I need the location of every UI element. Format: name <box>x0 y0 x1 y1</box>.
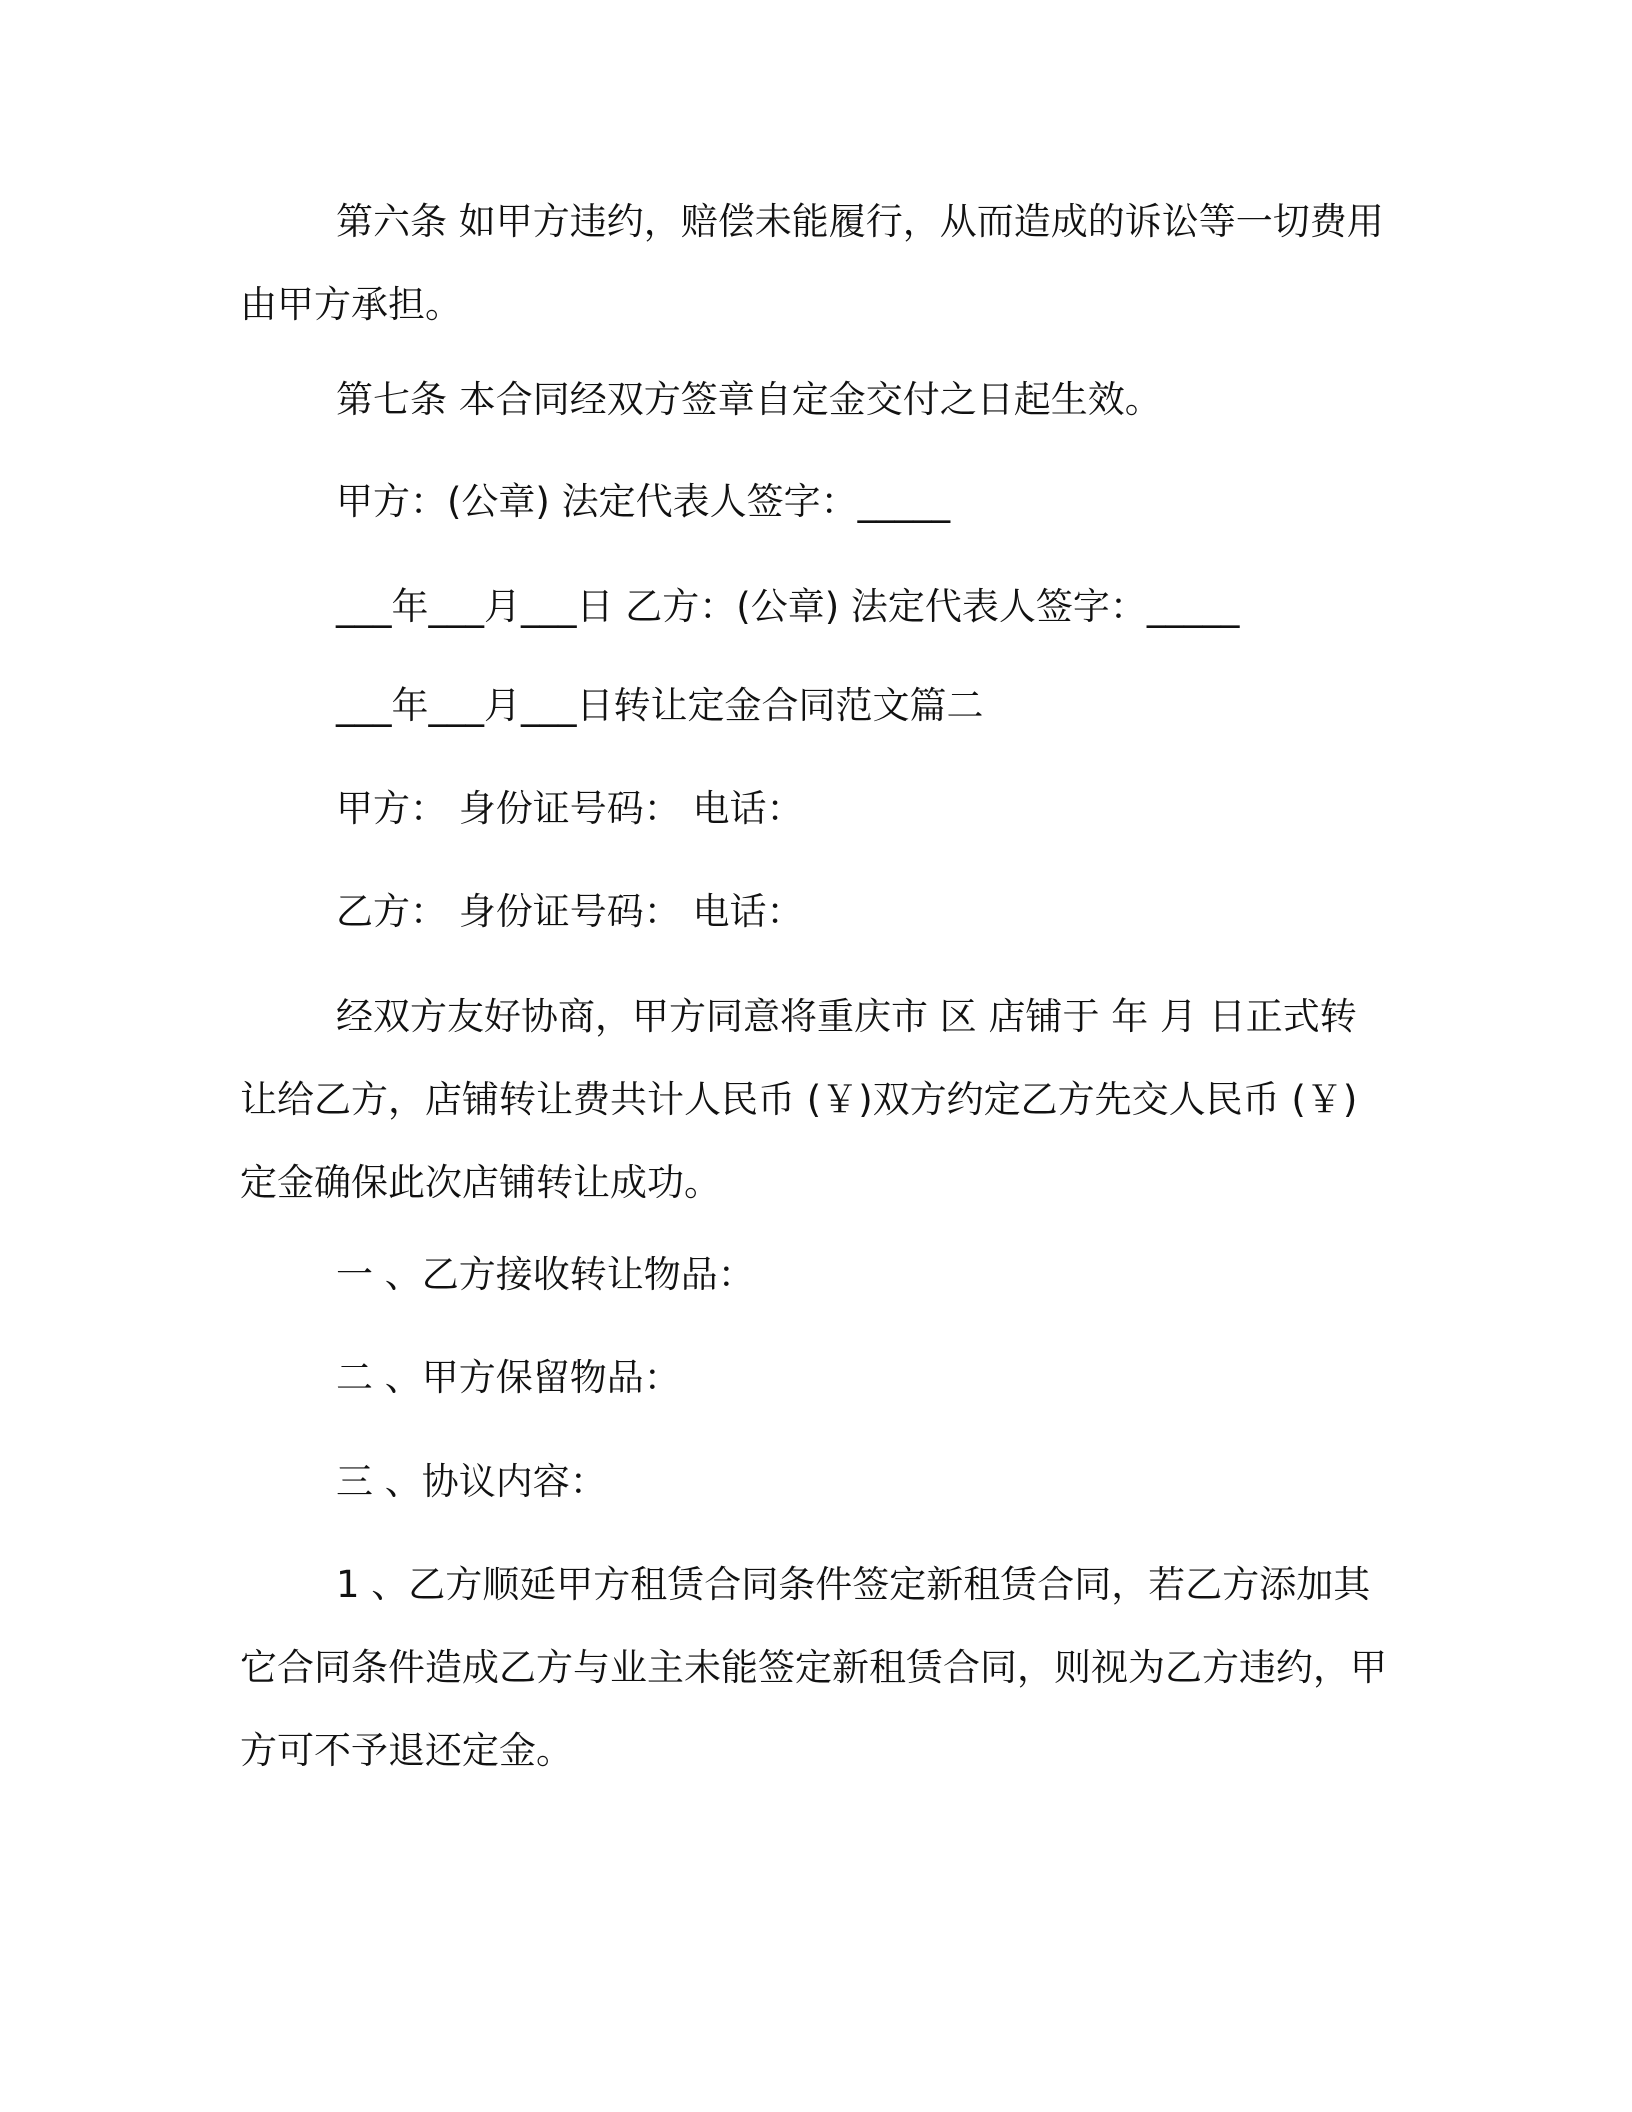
party-a-signature-line: 甲方：(公章) 法定代表人签字：_____ <box>336 480 951 523</box>
article-7-paragraph: 第七条 本合同经双方签章自定金交付之日起生效。 <box>336 378 1162 421</box>
party-a-info-line: 甲方： 身份证号码： 电话： <box>336 787 804 830</box>
date-party-b-signature-line: ___年___月___日 乙方：(公章) 法定代表人签字：_____ <box>336 585 1240 628</box>
clause-1-paragraph: 1 、乙方顺延甲方租赁合同条件签定新租赁合同，若乙方添加其它合同条件造成乙方与业主未能签定新租赁合同，则视为乙方违约，甲方可不予退还定金。 <box>240 1563 1387 1772</box>
item-1-heading: 一 、乙方接收转让物品： <box>336 1253 755 1296</box>
date-and-section-title: ___年___月___日转让定金合同范文篇二 <box>336 684 984 727</box>
item-3-heading: 三 、协议内容： <box>336 1460 607 1503</box>
article-6-paragraph: 第六条 如甲方违约，赔偿未能履行，从而造成的诉讼等一切费用由甲方承担。 <box>240 200 1384 326</box>
item-2-heading: 二 、甲方保留物品： <box>336 1356 681 1399</box>
party-b-info-line: 乙方： 身份证号码： 电话： <box>336 890 804 933</box>
intro-paragraph: 经双方友好协商，甲方同意将重庆市 区 店铺于 年 月 日正式转让给乙方，店铺转让费共计人民币 (￥)双方约定乙方先交人民币 (￥)定金确保此次店铺转让成功。 <box>240 995 1358 1204</box>
